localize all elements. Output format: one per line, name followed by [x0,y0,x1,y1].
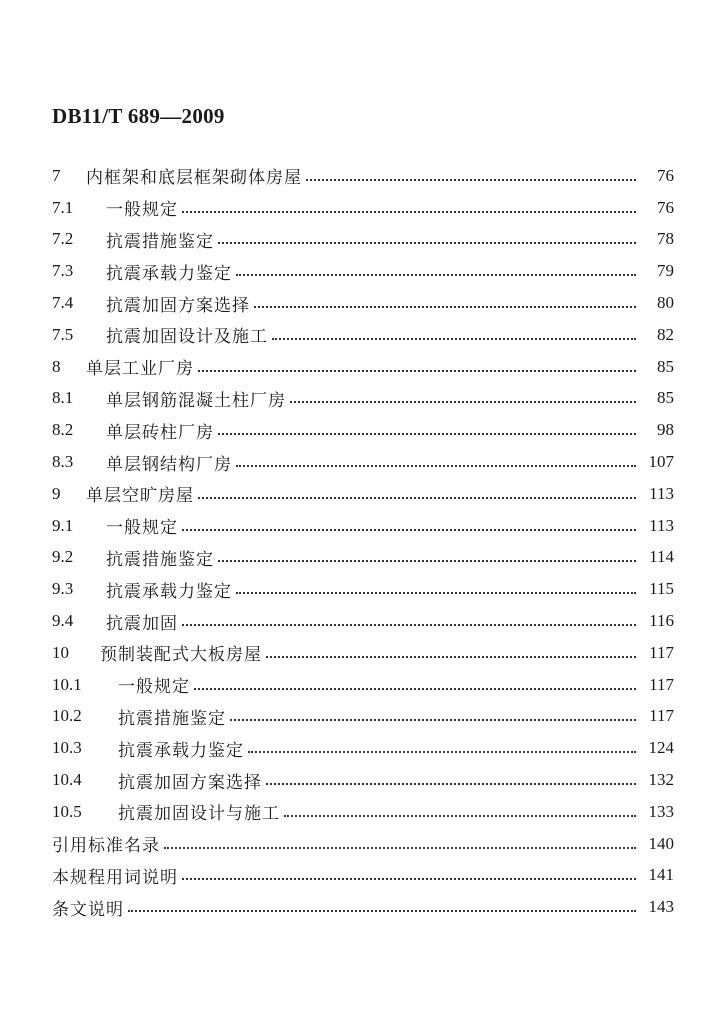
toc-row[interactable] [52,669,674,701]
toc-row[interactable] [52,446,674,478]
toc-leader-dots [236,274,636,276]
toc-leader-dots [182,529,636,531]
toc-row[interactable] [52,224,674,256]
toc-section-number: 10.2 [52,706,82,726]
toc-leader-dots [218,560,636,562]
toc-section-title: 抗震措施鉴定 [106,549,214,570]
toc-section-title: 抗震承载力鉴定 [106,263,232,284]
toc-row[interactable] [52,701,674,733]
toc-section-number: 7 [52,165,61,185]
toc-section-number: 7.1 [52,197,74,217]
toc-page-number: 141 [648,865,674,885]
toc-leader-dots [272,338,636,340]
toc-section-number: 10 [52,642,69,662]
toc-section-title: 抗震加固方案选择 [106,295,250,316]
toc-row[interactable] [52,796,674,828]
toc-leader-dots [248,751,636,753]
toc-section-title: 单层钢筋混凝土柱厂房 [106,390,286,411]
toc-row[interactable] [52,351,674,383]
toc-section-title: 单层砖柱厂房 [106,422,214,443]
toc-row[interactable] [52,287,674,319]
toc-row[interactable] [52,192,674,224]
toc-row[interactable] [52,383,674,415]
toc-page-number: 79 [657,261,674,281]
toc-leader-dots [230,719,636,721]
toc-row[interactable] [52,255,674,287]
toc-section-title: 单层空旷房屋 [86,486,194,507]
toc-section-number: 7.4 [52,293,74,313]
toc-page-number: 113 [649,483,674,503]
toc-page-number: 107 [648,452,674,472]
toc-leader-dots [306,179,636,181]
table-of-contents [52,160,674,923]
toc-leader-dots [182,624,636,626]
toc-section-title: 一般规定 [106,518,178,539]
toc-page-number: 76 [657,197,674,217]
toc-section-number: 10.3 [52,738,82,758]
toc-row[interactable] [52,860,674,892]
toc-row[interactable] [52,573,674,605]
toc-row[interactable] [52,891,674,923]
toc-section-number: 7.3 [52,261,74,281]
toc-section-number: 7.2 [52,229,74,249]
toc-page-number: 85 [657,388,674,408]
toc-leader-dots [198,497,636,499]
toc-section-title: 条文说明 [52,899,124,920]
toc-leader-dots [128,910,636,912]
document-code-header: DB11/T 689—2009 [52,104,225,128]
toc-row[interactable] [52,605,674,637]
toc-row[interactable] [52,160,674,192]
toc-page-number: 76 [657,165,674,185]
toc-section-number: 9.1 [52,515,74,535]
toc-leader-dots [218,433,636,435]
toc-row[interactable] [52,637,674,669]
toc-section-number: 8.2 [52,420,74,440]
toc-page-number: 78 [657,229,674,249]
toc-leader-dots [194,688,636,690]
toc-section-number: 9.4 [52,611,74,631]
toc-page-number: 117 [649,642,674,662]
toc-page-number: 116 [649,611,674,631]
toc-page-number: 114 [649,547,674,567]
toc-section-number: 10.5 [52,801,82,821]
toc-leader-dots [236,592,636,594]
toc-page-number: 117 [649,706,674,726]
toc-section-title: 抗震措施鉴定 [118,708,226,729]
toc-page-number: 133 [648,801,674,821]
toc-page-number: 115 [649,579,674,599]
toc-section-title: 单层工业厂房 [86,359,194,380]
toc-leader-dots [266,656,636,658]
toc-section-number: 9.2 [52,547,74,567]
toc-leader-dots [182,878,636,880]
toc-leader-dots [284,815,636,817]
toc-section-title: 抗震承载力鉴定 [118,740,244,761]
toc-row[interactable] [52,764,674,796]
toc-section-title: 预制装配式大板房屋 [100,645,262,666]
toc-page-number: 117 [649,674,674,694]
toc-row[interactable] [52,319,674,351]
toc-section-number: 7.5 [52,324,74,344]
toc-section-title: 抗震加固方案选择 [118,772,262,793]
toc-leader-dots [236,465,636,467]
toc-leader-dots [182,211,636,213]
toc-section-title: 单层钢结构厂房 [106,454,232,475]
toc-page-number: 124 [648,738,674,758]
toc-page-number: 80 [657,293,674,313]
toc-leader-dots [254,306,636,308]
toc-row[interactable] [52,478,674,510]
toc-page-number: 82 [657,324,674,344]
toc-section-title: 内框架和底层框架砌体房屋 [86,168,302,189]
toc-section-title: 引用标准名录 [52,836,160,857]
toc-page-number: 113 [649,515,674,535]
toc-section-title: 抗震承载力鉴定 [106,581,232,602]
toc-row[interactable] [52,542,674,574]
toc-section-number: 8.1 [52,388,74,408]
toc-section-title: 本规程用词说明 [52,867,178,888]
toc-page-number: 132 [648,770,674,790]
toc-section-number: 10.4 [52,770,82,790]
toc-page-number: 140 [648,833,674,853]
toc-section-number: 10.1 [52,674,82,694]
toc-section-title: 抗震措施鉴定 [106,231,214,252]
toc-section-title: 一般规定 [118,677,190,698]
toc-section-number: 8 [52,356,61,376]
toc-section-title: 抗震加固 [106,613,178,634]
toc-leader-dots [290,401,636,403]
toc-row[interactable] [52,510,674,542]
toc-page-number: 143 [648,897,674,917]
toc-page-number: 98 [657,420,674,440]
toc-leader-dots [164,847,636,849]
toc-section-title: 抗震加固设计及施工 [106,327,268,348]
toc-leader-dots [266,783,636,785]
toc-section-title: 抗震加固设计与施工 [118,804,280,825]
toc-row[interactable] [52,732,674,764]
toc-section-number: 8.3 [52,452,74,472]
toc-leader-dots [218,242,636,244]
toc-section-number: 9 [52,483,61,503]
toc-section-title: 一般规定 [106,200,178,221]
toc-section-number: 9.3 [52,579,74,599]
toc-row[interactable] [52,414,674,446]
toc-leader-dots [198,370,636,372]
toc-row[interactable] [52,828,674,860]
toc-page-number: 85 [657,356,674,376]
